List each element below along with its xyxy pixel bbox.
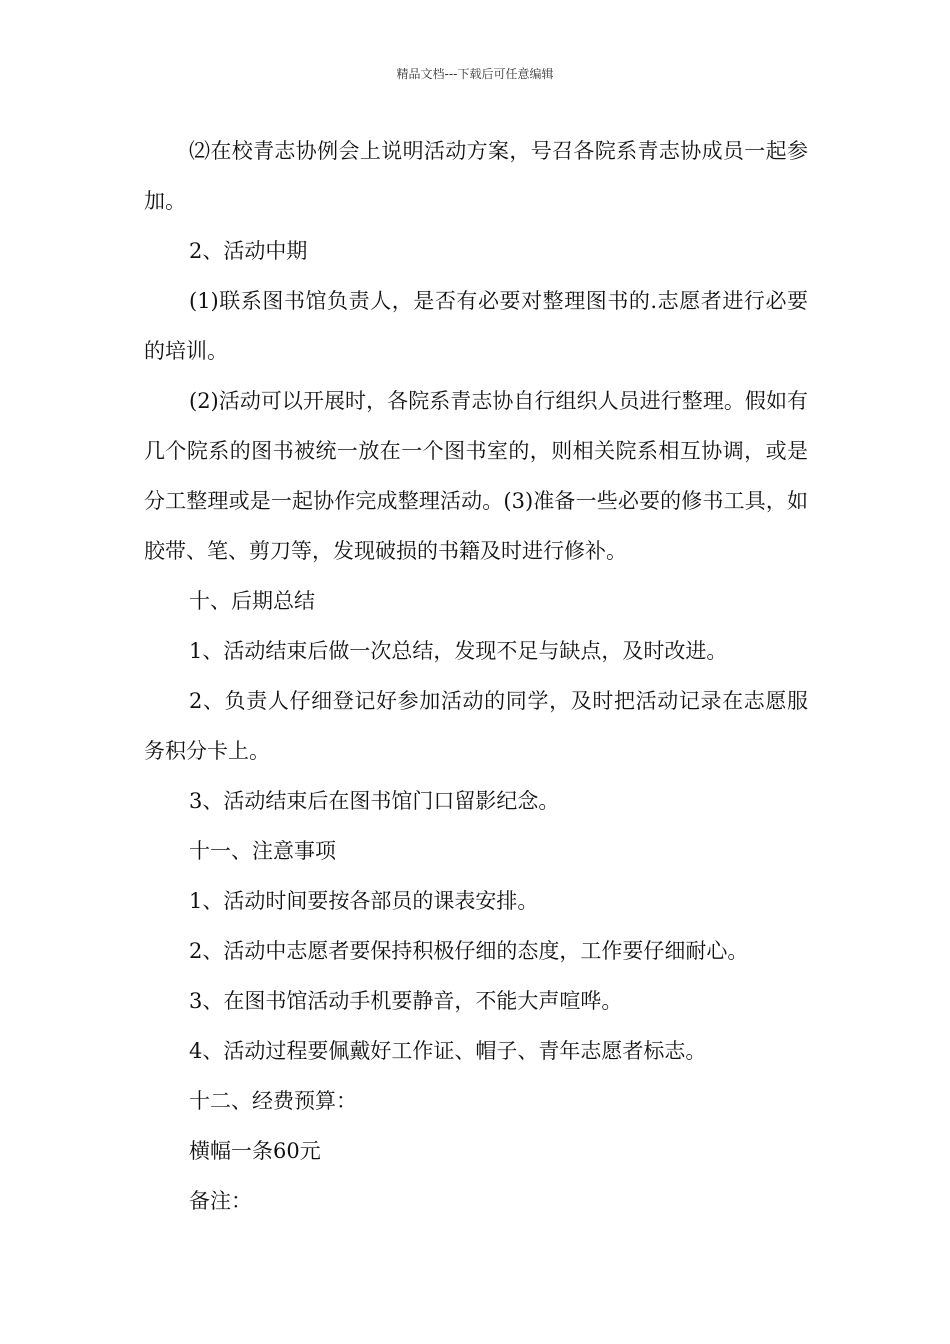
page-header: 精品文档---下载后可任意编辑: [396, 67, 554, 81]
heading-budget: 十二、经费预算：: [189, 1089, 357, 1113]
paragraph-note-1: 1、活动时间要按各部员的课表安排。: [189, 889, 539, 913]
heading-notes: 十一、注意事项: [189, 839, 336, 863]
paragraph-note-3: 3、在图书馆活动手机要静音，不能大声喧哗。: [189, 989, 623, 1013]
document-body: [144, 126, 808, 1226]
paragraph-summary-3: 3、活动结束后在图书馆门口留影纪念。: [189, 789, 560, 813]
paragraph-budget-banner: 横幅一条60元: [189, 1139, 321, 1163]
paragraph-summary-2: 2、负责人仔细登记好参加活动的同学，及时把活动记录在志愿服务积分卡上。: [144, 689, 808, 763]
paragraph-summary-1: 1、活动结束后做一次总结，发现不足与缺点，及时改进。: [189, 639, 728, 663]
paragraph-note-4: 4、活动过程要佩戴好工作证、帽子、青年志愿者标志。: [189, 1039, 707, 1063]
paragraph-remarks: 备注：: [189, 1189, 252, 1213]
heading-mid-activity: 2、活动中期: [189, 239, 308, 263]
paragraph-contact-library: (1)联系图书馆负责人，是否有必要对整理图书的.志愿者进行必要的培训。: [144, 289, 808, 363]
paragraph-note-2: 2、活动中志愿者要保持积极仔细的态度，工作要仔细耐心。: [189, 939, 749, 963]
paragraph-volunteer-meeting: ⑵在校青志协例会上说明活动方案，号召各院系青志协成员一起参加。: [144, 139, 808, 213]
paragraph-organize-sorting: (2)活动可以开展时，各院系青志协自行组织人员进行整理。假如有几个院系的图书被统一放在一个图书室的，则相关院系相互协调，或是分工整理或是一起协作完成整理活动。(3)准备一些必要的修书工具，如胶带、笔、剪刀等，发现破损的书籍及时进行修补。: [144, 389, 808, 563]
heading-summary: 十、后期总结: [189, 589, 315, 613]
